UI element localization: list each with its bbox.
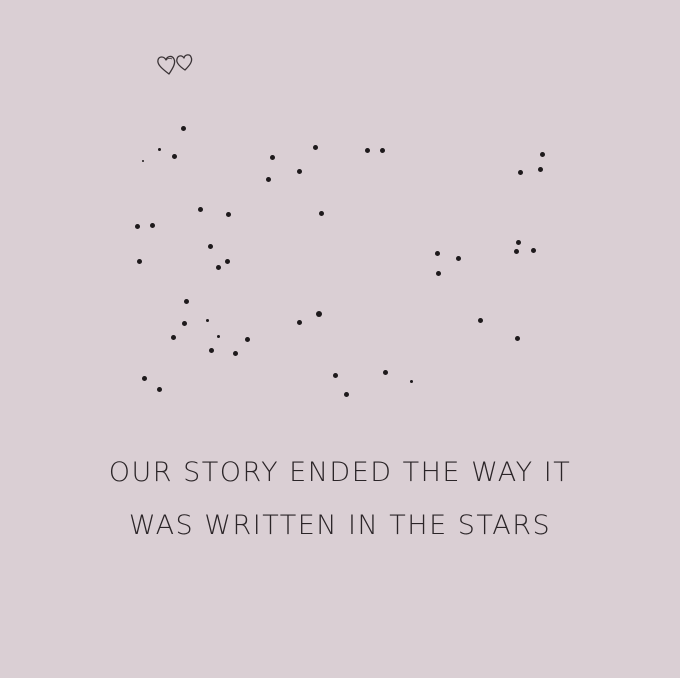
star <box>297 169 302 174</box>
star <box>313 145 318 150</box>
star <box>515 336 520 341</box>
star <box>226 212 231 217</box>
star <box>531 248 536 253</box>
star <box>216 265 221 270</box>
star <box>516 240 521 245</box>
star <box>316 311 322 317</box>
star <box>365 148 370 153</box>
star <box>171 335 176 340</box>
star <box>150 223 155 228</box>
star <box>435 251 440 256</box>
quote-line-1: OUR STORY ENDED THE WAY IT <box>108 457 572 488</box>
star <box>380 148 385 153</box>
star <box>172 154 177 159</box>
star <box>518 170 523 175</box>
star <box>137 259 142 264</box>
star <box>266 177 271 182</box>
star <box>182 321 187 326</box>
star <box>206 319 209 322</box>
quote-line-2: WAS WRITTEN IN THE STARS <box>128 510 552 541</box>
star <box>158 148 161 151</box>
star <box>478 318 483 323</box>
star <box>142 160 144 162</box>
star <box>217 335 220 338</box>
star <box>225 259 230 264</box>
star <box>540 152 545 157</box>
star <box>514 249 519 254</box>
star <box>233 351 238 356</box>
star <box>319 211 324 216</box>
star <box>410 380 413 383</box>
star <box>184 299 189 304</box>
star <box>297 320 302 325</box>
star <box>344 392 349 397</box>
star <box>333 373 338 378</box>
star <box>456 256 461 261</box>
star <box>383 370 388 375</box>
star <box>208 244 213 249</box>
star <box>209 348 214 353</box>
star <box>135 224 140 229</box>
star <box>538 167 543 172</box>
star <box>181 126 186 131</box>
star <box>142 376 147 381</box>
star <box>245 337 250 342</box>
star <box>270 155 275 160</box>
star <box>436 271 441 276</box>
star <box>198 207 203 212</box>
quote-text <box>0 446 680 552</box>
star <box>157 387 162 392</box>
